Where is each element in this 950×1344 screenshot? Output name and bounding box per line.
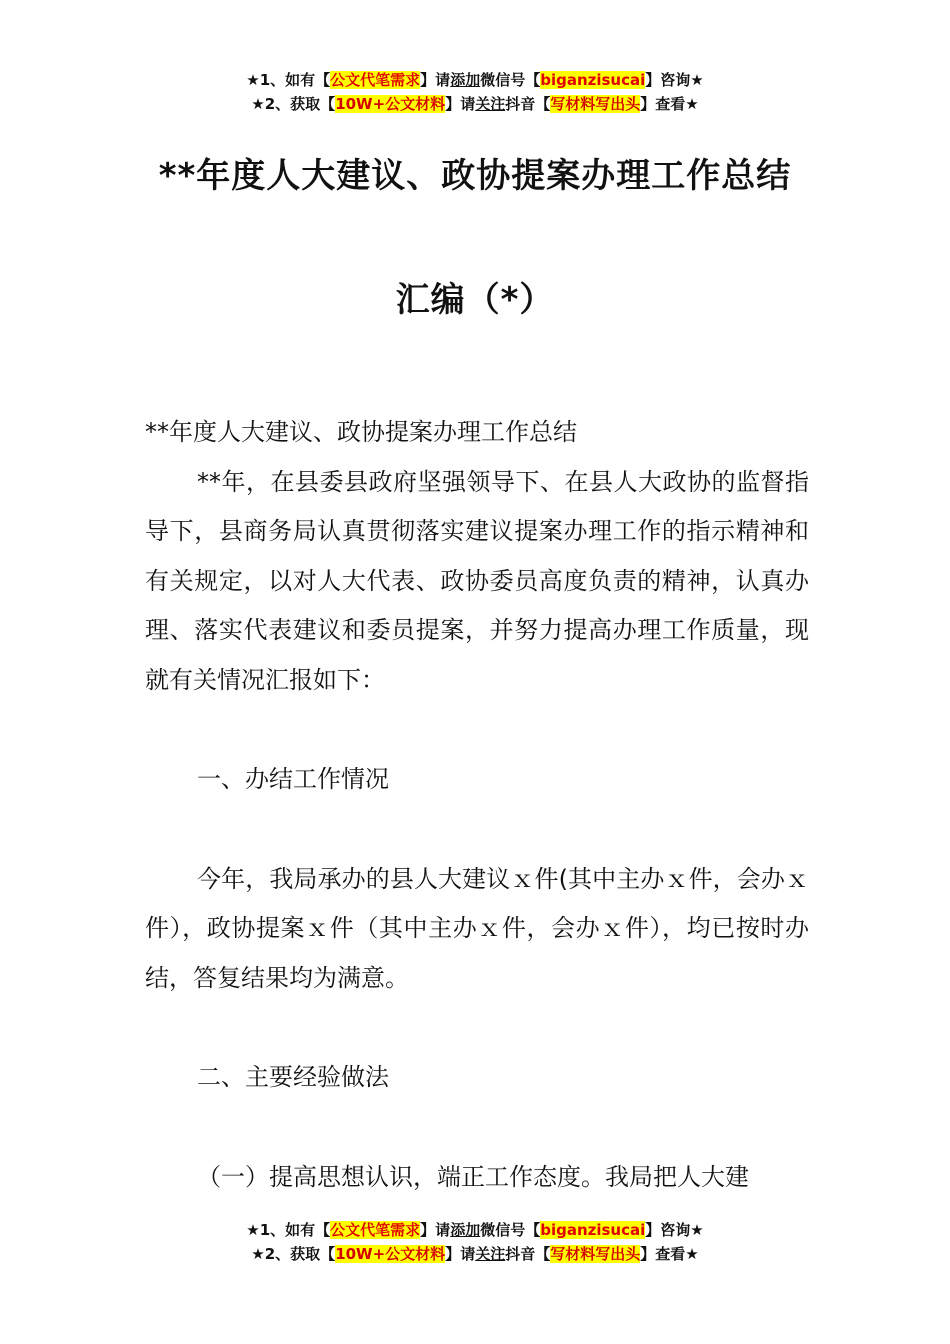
bottom-banner-line-1: ★1、如有【公文代笔需求】请添加微信号【biganzisucai】咨询★ xyxy=(246,1221,704,1239)
highlight-materials: 10W+公文材料 xyxy=(335,95,446,113)
body-subtitle: **年度人大建议、政协提案办理工作总结 xyxy=(145,418,577,446)
section-heading-2: 二、主要经验做法 xyxy=(197,1063,389,1091)
highlight-wechat-id: biganzisucai xyxy=(540,71,646,89)
paragraph-intro: **年，在县委县政府坚强领导下、在县人大政协的监督指导下，县商务局认真贯彻落实建议提案办理工作的指示精神和有关规定，以对人大代表、政协委员高度负责的精神，认真办理、落实代表建议和委员提案，并努力提高办理工作质量，现就有关情况汇报如下： xyxy=(145,467,809,694)
bottom-banner xyxy=(0,1218,950,1266)
top-banner xyxy=(0,68,950,116)
banner-line-2: ★2、获取【10W+公文材料】请关注抖音【写材料写出头】查看★ xyxy=(251,95,699,113)
section-heading-1: 一、办结工作情况 xyxy=(197,765,389,793)
paragraph-section-2: （一）提高思想认识，端正工作态度。我局把人大建 xyxy=(197,1162,749,1191)
document-title-line-1: **年度人大建议、政协提案办理工作总结 xyxy=(158,156,792,196)
bottom-banner-line-2: ★2、获取【10W+公文材料】请关注抖音【写材料写出头】查看★ xyxy=(251,1245,699,1263)
highlight-douyin-account: 写材料写出头 xyxy=(550,95,641,113)
document-body xyxy=(145,408,809,1202)
highlight-service: 公文代笔需求 xyxy=(330,71,421,89)
banner-line-1: ★1、如有【公文代笔需求】请添加微信号【biganzisucai】咨询★ xyxy=(246,71,704,89)
document-title-line-2: 汇编（*） xyxy=(395,280,555,320)
paragraph-section-1: 今年，我局承办的县人大建议ｘ件(其中主办ｘ件，会办ｘ件），政协提案ｘ件（其中主办ｘ件，会办ｘ件），均已按时办结，答复结果均为满意。 xyxy=(145,864,809,992)
